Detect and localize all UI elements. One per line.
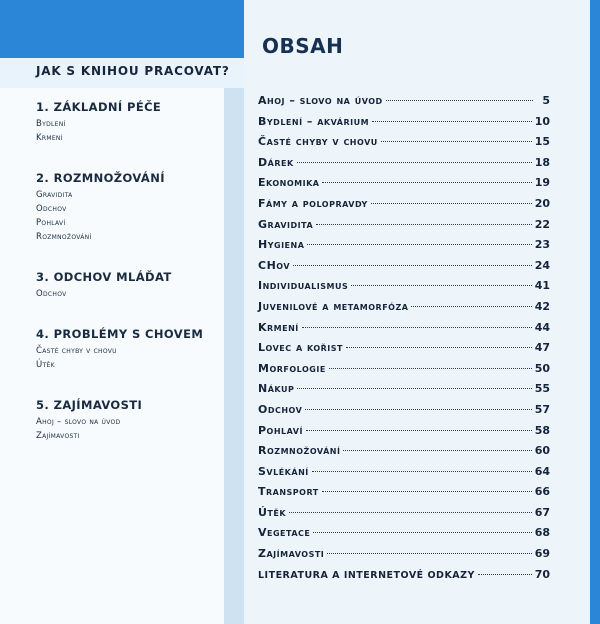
toc-leader-dots bbox=[313, 532, 531, 533]
toc-entry[interactable] bbox=[258, 94, 550, 115]
toc-leader-dots bbox=[322, 491, 532, 492]
toc-entry[interactable] bbox=[258, 197, 550, 218]
toc-entry-page: 15 bbox=[534, 135, 550, 149]
toc-leader-dots bbox=[312, 471, 532, 472]
toc-entry-label: Juvenilové a metamorfóza bbox=[258, 299, 409, 313]
toc-entry-label: Svlékání bbox=[258, 464, 309, 478]
toc-leader-dots bbox=[302, 327, 532, 328]
toc-title: OBSAH bbox=[262, 34, 344, 58]
toc-entry-page: 23 bbox=[534, 238, 550, 252]
toc-entry-page: 60 bbox=[534, 444, 550, 458]
toc-entry[interactable] bbox=[258, 424, 550, 445]
section-link[interactable]: Pohlaví bbox=[36, 218, 66, 228]
toc-entry-label: Zajímavosti bbox=[258, 547, 325, 561]
toc-entry-page: 20 bbox=[534, 196, 550, 210]
toc-entry[interactable] bbox=[258, 300, 550, 321]
toc-entry[interactable] bbox=[258, 238, 550, 259]
divider-band bbox=[224, 88, 244, 624]
toc-leader-dots bbox=[305, 409, 531, 410]
toc-leader-dots bbox=[381, 141, 532, 142]
section-link[interactable]: Zajímavosti bbox=[36, 431, 80, 441]
toc-entry-page: 64 bbox=[534, 464, 550, 478]
toc-entry[interactable] bbox=[258, 279, 550, 300]
section-problems bbox=[36, 327, 224, 372]
toc-leader-dots bbox=[351, 285, 531, 286]
section-title: 4. PROBLÉMY S CHOVEM bbox=[36, 327, 204, 341]
toc-entry-label: Morfologie bbox=[258, 361, 326, 375]
toc-entry[interactable] bbox=[258, 444, 550, 465]
toc-entry-page: 10 bbox=[534, 114, 550, 128]
toc-entry[interactable] bbox=[258, 485, 550, 506]
toc-entry-label: Individualismus bbox=[258, 279, 349, 293]
toc-entry-page: 24 bbox=[534, 258, 550, 272]
toc-leader-dots bbox=[411, 306, 531, 307]
toc-entry-page: 69 bbox=[534, 547, 550, 561]
toc-entry-page: 66 bbox=[534, 485, 550, 499]
toc-entry[interactable] bbox=[258, 218, 550, 239]
toc-entry-label: Nákup bbox=[258, 382, 295, 396]
toc-leader-dots bbox=[289, 512, 532, 513]
toc-entry-label: Pohlaví bbox=[258, 423, 303, 437]
toc-entry-label: Ekonomika bbox=[258, 176, 320, 190]
toc-entry-label: Krmení bbox=[258, 320, 299, 334]
toc-entry-label: Ahoj – slovo na úvod bbox=[258, 94, 383, 107]
toc-entry-page: 68 bbox=[534, 526, 550, 540]
toc-entry[interactable] bbox=[258, 156, 550, 177]
section-title: 2. ROZMNOŽOVÁNÍ bbox=[36, 171, 165, 185]
section-rearing bbox=[36, 270, 224, 301]
toc-entry[interactable] bbox=[258, 526, 550, 547]
toc-entry-label: Transport bbox=[258, 485, 319, 499]
toc-entry-page: 41 bbox=[534, 279, 550, 293]
toc-entry-label: Dárek bbox=[258, 155, 294, 169]
section-link[interactable]: Gravidita bbox=[36, 190, 73, 200]
toc-entry-page: 57 bbox=[534, 402, 550, 416]
right-edge-bar bbox=[590, 0, 600, 624]
toc-entry-page: 55 bbox=[534, 382, 550, 396]
toc-entry[interactable] bbox=[258, 176, 550, 197]
section-link[interactable]: Bydlení bbox=[36, 119, 66, 129]
toc-entry-page: 67 bbox=[534, 505, 550, 519]
toc-entry[interactable] bbox=[258, 321, 550, 342]
toc-entry-page: 19 bbox=[534, 176, 550, 190]
toc-leader-dots bbox=[372, 121, 532, 122]
toc-leader-dots bbox=[297, 388, 531, 389]
section-title: 1. ZÁKLADNÍ PÉČE bbox=[36, 100, 162, 114]
toc-entry[interactable] bbox=[258, 341, 550, 362]
toc-leader-dots bbox=[478, 574, 532, 575]
toc-entry-page: 47 bbox=[534, 341, 550, 355]
toc-entry[interactable] bbox=[258, 259, 550, 280]
toc-entry[interactable] bbox=[258, 403, 550, 424]
section-link[interactable]: Odchov bbox=[36, 204, 67, 214]
toc-leader-dots bbox=[346, 347, 532, 348]
toc-leader-dots bbox=[322, 182, 531, 183]
section-link[interactable]: Útěk bbox=[36, 360, 55, 370]
toc-entry-label: Fámy a polopravdy bbox=[258, 196, 368, 210]
toc-entry[interactable] bbox=[258, 465, 550, 486]
toc-leader-dots bbox=[327, 553, 531, 554]
toc-list bbox=[258, 94, 550, 588]
toc-entry-label: LITERATURA A INTERNETOVÉ ODKAZY bbox=[258, 569, 475, 581]
toc-entry-page: 58 bbox=[534, 423, 550, 437]
toc-leader-dots bbox=[307, 244, 531, 245]
toc-entry-label: Vegetace bbox=[258, 526, 311, 540]
toc-leader-dots bbox=[316, 224, 532, 225]
toc-entry-label: Odchov bbox=[258, 402, 303, 416]
section-link[interactable]: Ahoj – slovo na úvod bbox=[36, 417, 121, 427]
toc-entry-label: Časté chyby v chovu bbox=[258, 135, 378, 149]
section-link[interactable]: Rozmnožování bbox=[36, 232, 92, 242]
toc-leader-dots bbox=[329, 368, 532, 369]
toc-leader-dots bbox=[343, 450, 531, 451]
section-list bbox=[36, 100, 224, 469]
section-curiosities bbox=[36, 398, 224, 443]
toc-entry[interactable] bbox=[258, 568, 550, 589]
toc-entry[interactable] bbox=[258, 135, 550, 156]
toc-entry[interactable] bbox=[258, 547, 550, 568]
section-title: 5. ZAJÍMAVOSTI bbox=[36, 398, 143, 412]
toc-entry-label: Lovec a kořist bbox=[258, 341, 343, 355]
section-link[interactable]: Krmení bbox=[36, 133, 63, 143]
toc-entry-label: Hygiena bbox=[258, 238, 305, 252]
toc-entry-label: Útěk bbox=[258, 505, 287, 519]
toc-entry-label: Rozmnožování bbox=[258, 444, 341, 458]
toc-entry-label: Gravidita bbox=[258, 217, 314, 231]
toc-entry-page: 22 bbox=[534, 217, 550, 231]
toc-entry[interactable] bbox=[258, 362, 550, 383]
toc-leader-dots bbox=[293, 265, 532, 266]
left-heading: JAK S KNIHOU PRACOVAT? bbox=[36, 64, 230, 78]
toc-leader-dots bbox=[297, 162, 532, 163]
toc-entry-label: CHov bbox=[258, 258, 291, 272]
toc-entry-page: 44 bbox=[534, 320, 550, 334]
toc-entry-page: 50 bbox=[534, 361, 550, 375]
toc-entry-page: 42 bbox=[534, 299, 550, 313]
toc-entry[interactable] bbox=[258, 506, 550, 527]
toc-leader-dots bbox=[306, 430, 532, 431]
toc-leader-dots bbox=[371, 203, 532, 204]
section-reproduction bbox=[36, 171, 224, 244]
toc-entry-page: 18 bbox=[534, 155, 550, 169]
toc-entry-page: 70 bbox=[534, 567, 550, 581]
section-basic-care bbox=[36, 100, 224, 145]
toc-entry-page: 5 bbox=[542, 94, 550, 107]
toc-leader-dots bbox=[386, 100, 533, 101]
section-link[interactable]: Odchov bbox=[36, 289, 67, 299]
toc-entry[interactable] bbox=[258, 115, 550, 136]
section-title: 3. ODCHOV MLÁĎAT bbox=[36, 270, 172, 284]
section-link[interactable]: Časté chyby v chovu bbox=[36, 346, 117, 356]
toc-entry-label: Bydlení – akvárium bbox=[258, 114, 370, 128]
toc-entry[interactable] bbox=[258, 382, 550, 403]
